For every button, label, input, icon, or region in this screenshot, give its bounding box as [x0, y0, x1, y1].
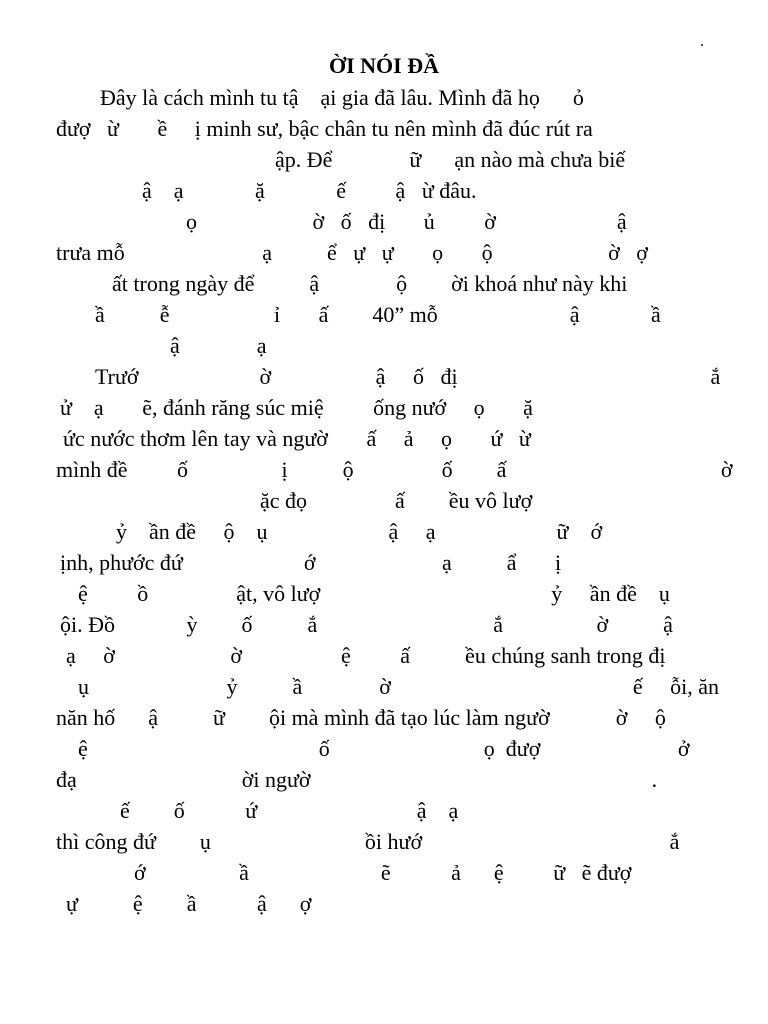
text-line: ọ ờ ố đị ủ ờ ậ: [186, 209, 627, 234]
text-line: Đây là cách mình tu tậ ại gia đã lâu. Mình đã họ ỏ: [100, 85, 584, 110]
text-line: ử ạ ẽ, đánh răng súc miệ ống nướ ọ ặ: [60, 395, 533, 420]
text-line: ế ố ứ ậ ạ: [120, 798, 459, 823]
text-line: mình đề ố ị ộ ố ấ ờ: [56, 457, 733, 482]
text-line: ạ ờ ờ ệ ấ ều chúng sanh trong đị: [66, 643, 666, 668]
text-line: ất trong ngày để ậ ộ ời khoá như này khi: [112, 271, 628, 296]
page-title: ỜI NÓI ĐẦ: [328, 53, 439, 78]
text-line: ịnh, phước đứ ớ ạ ẩ ị: [60, 550, 562, 575]
corner-dot-mark: .: [700, 33, 704, 50]
text-line: ập. Để ữ ạn nào mà chưa biế: [275, 147, 626, 172]
text-line: đượ ừ ề ị minh sư, bậc chân tu nên mình đã đúc rút ra: [56, 116, 593, 141]
text-line: ậ ạ: [170, 333, 267, 358]
text-line: năn hố ậ ữ ội mà mình đã tạo lúc làm ngườ ờ ộ: [56, 705, 666, 730]
text-line: thì công đứ ụ ồi hướ ắ: [56, 829, 680, 854]
text-line: ự ệ ầ ậ ợ: [66, 891, 312, 916]
text-line: ội. Đồ ỳ ố ắ ắ ờ ậ: [60, 612, 673, 637]
text-line: ầ ễ ỉ ấ 40” mỗ ậ ầ: [95, 302, 661, 327]
text-line: ụ ỷ ầ ờ ế ỗi, ăn: [78, 674, 720, 699]
text-line: ệ ố ọ đượ ở: [78, 736, 690, 761]
text-line: ặc đọ ấ ều vô lượ: [260, 488, 533, 513]
text-line: ớ ầ ẽ ả ệ ữ ẽ đượ: [134, 860, 632, 885]
text-line: đạ ời ngườ .: [56, 767, 658, 792]
text-line: ệ ồ ật, vô lượ ỷ ần đề ụ: [78, 581, 670, 606]
text-line: Trướ ờ ậ ố đị ắ: [95, 364, 721, 389]
text-line: trưa mỗ ạ ể ự ự ọ ộ ờ ợ: [56, 240, 648, 265]
text-line: ức nước thơm lên tay và ngườ ấ ả ọ ứ ừ: [63, 426, 531, 451]
text-line: ỷ ần đề ộ ụ ậ ạ ữ ớ: [116, 519, 603, 544]
text-line: ậ ạ ặ ế ậ ừ đâu.: [142, 178, 477, 203]
